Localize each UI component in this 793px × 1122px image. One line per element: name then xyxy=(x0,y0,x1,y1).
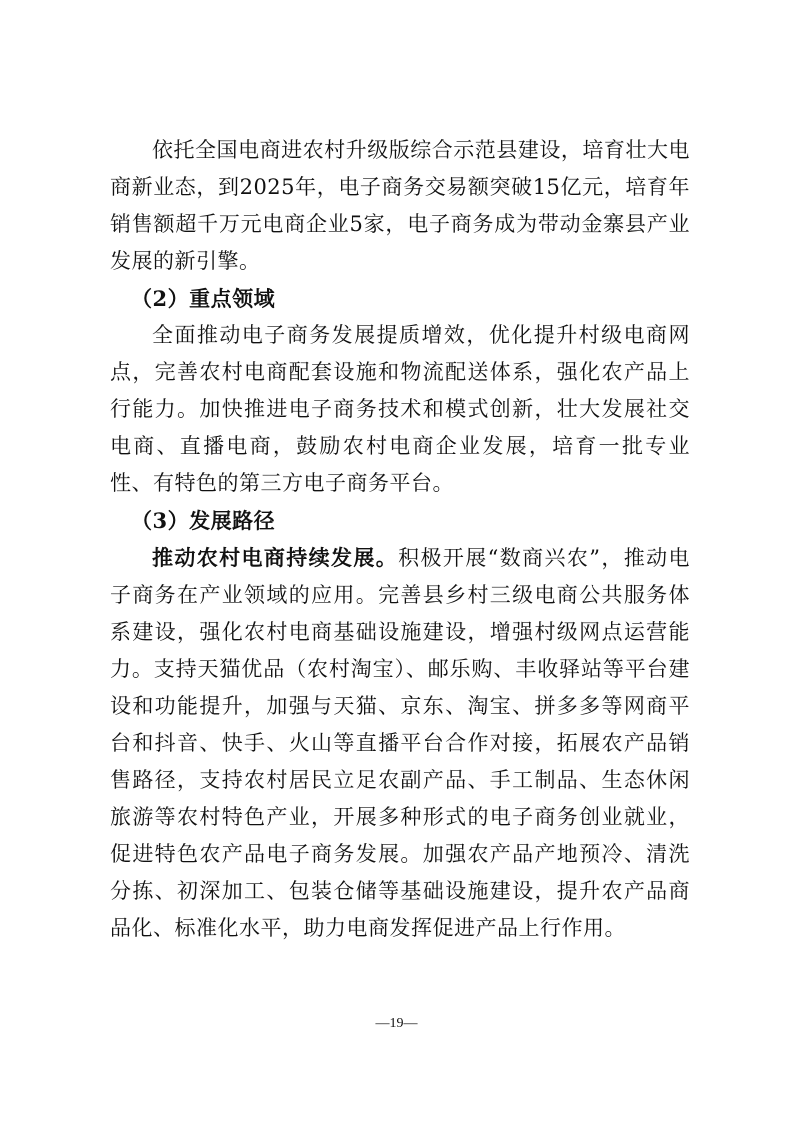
page-number: —19— xyxy=(375,1016,418,1031)
section-heading-development-path: （3）发展路径 xyxy=(131,508,276,533)
paragraph-body-text: 积极开展“数商兴农”，推动电子商务在产业领域的应用。完善县乡村三级电商公共服务体系建设，强化农村电商基础设施建设，增强村级网点运营能力。支持天猫优品（农村淘宝）、邮乐购、丰收驿站等平台建设和功能提升，加强与天猫、京东、淘宝、拼多多等网商平台和抖音、快手、火山等直播平台合作对接，拓展农产品销售路径，支持农村居民立足农副产品、手工制品、生态休闲旅游等农村特色产业，开展多种形式的电子商务创业就业，促进特色农产品电子商务发展。加强农产品产地预冷、清洗分拣、初深加工、包装仓储等基础设施建设，提升农产品商品化、标准化水平，助力电商发挥促进产品上行作用。 xyxy=(110,546,690,940)
paragraph-goal: 依托全国电商进农村升级版综合示范县建设，培育壮大电商新业态，到2025年，电子商务交易额突破15亿元，培育年销售额超千万元电商企业5家，电子商务成为带动金寨县产业发展的新引擎。 xyxy=(110,138,690,273)
paragraph-key-areas: 全面推动电子商务发展提质增效，优化提升村级电商网点，完善农村电商配套设施和物流配送体系，强化农产品上行能力。加快推进电子商务技术和模式创新，壮大发展社交电商、直播电商，鼓励农村电商企业发展，培育一批专业性、有特色的第三方电子商务平台。 xyxy=(110,323,690,495)
paragraph-lead-text: 推动农村电商持续发展。 xyxy=(152,545,399,570)
paragraph-development-path xyxy=(110,539,690,947)
document-body xyxy=(110,132,690,947)
section-heading-key-areas: （2）重点领域 xyxy=(131,286,276,311)
